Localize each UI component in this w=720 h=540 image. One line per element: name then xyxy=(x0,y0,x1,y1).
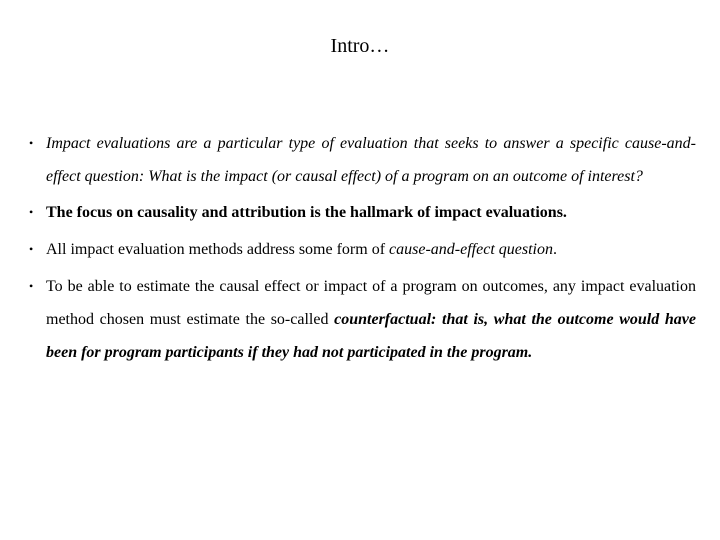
bullet-item xyxy=(0,127,720,193)
bullet-text: All impact evaluation methods address some form of xyxy=(46,241,390,258)
bullet-text-italic: cause-and-effect question xyxy=(389,241,553,258)
bullet-dot-icon: • xyxy=(29,136,34,150)
bullet-item xyxy=(0,196,720,229)
bullet-item xyxy=(0,233,720,266)
bullet-text-end: . xyxy=(552,241,557,258)
bullet-text-emphasis: counterfactual: that is, what the outcome would have been for program participants if they had not participated in the program. xyxy=(46,311,697,361)
bullet-text: To be able to estimate the causal effect or impact of a program on outcomes, any impact evaluation method chosen must estimate the so-called xyxy=(46,278,696,328)
bullet-dot-icon: • xyxy=(29,279,34,293)
bullet-list xyxy=(0,127,720,369)
bullet-item xyxy=(0,270,720,369)
bullet-text: Impact evaluations are a particular type of evaluation that seeks to answer a specific cause-and-effect question: What is the impact (or causal effect) of a program on an outcome of interest? xyxy=(46,135,696,185)
slide-title: Intro… xyxy=(330,35,390,57)
bullet-text: The focus on causality and attribution is the hallmark of impact evaluations. xyxy=(46,204,567,221)
bullet-dot-icon: • xyxy=(29,242,34,256)
bullet-dot-icon: • xyxy=(29,205,34,219)
